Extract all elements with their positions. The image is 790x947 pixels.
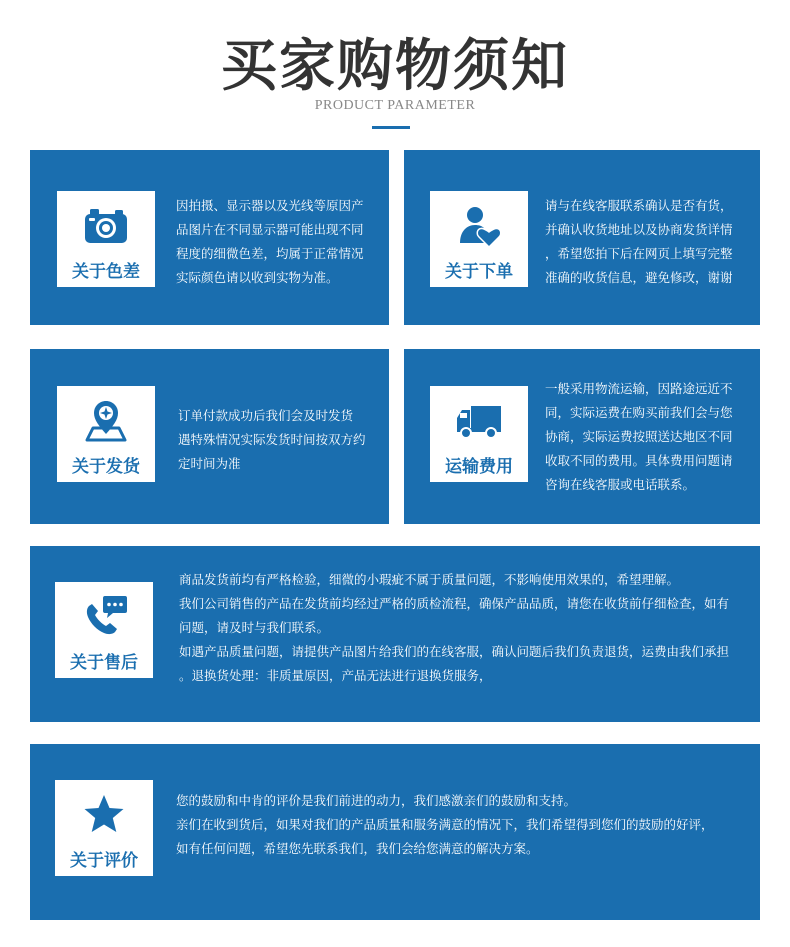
text-line: 遇特殊情况实际发货时间按双方约 — [178, 432, 366, 447]
text-line: 如有任何问题，希望您先联系我们，我们会给您满意的解决方案。 — [176, 841, 539, 856]
star-icon — [79, 790, 129, 840]
text-line: 订单付款成功后我们会及时发货 — [178, 408, 354, 423]
title-underline — [372, 126, 410, 129]
text-line: 并确认收货地址以及协商发货详情 — [545, 222, 733, 237]
ordering-card — [404, 150, 760, 325]
phone-chat-icon — [79, 592, 129, 642]
reviews-badge — [55, 780, 153, 876]
text-line: 协商，实际运费按照送达地区不同 — [545, 429, 733, 444]
text-line: ，希望您拍下后在网页上填写完整 — [545, 246, 733, 261]
text-line: 问题，请及时与我们联系。 — [179, 620, 330, 635]
text-line: 品图片在不同显示器可能出现不同 — [176, 222, 364, 237]
text-line: 我们公司销售的产品在发货前均经过严格的质检流程，确保产品品质，请您在收货前仔细检查，如有 — [179, 596, 730, 611]
shipping-badge — [57, 386, 155, 482]
text-line: 。退换货处理：非质量原因，产品无法进行退换货服务， — [179, 668, 492, 683]
text-line: 同，实际运费在购买前我们会与您 — [545, 405, 733, 420]
after-sales-badge — [55, 582, 153, 678]
page-title: 买家购物须知 — [221, 33, 569, 99]
text-line: 一般采用物流运输，因路途远近不 — [545, 381, 733, 396]
page-subtitle: PRODUCT PARAMETER — [314, 98, 476, 113]
reviews-label: 关于评价 — [70, 851, 138, 871]
shipping-text — [178, 404, 383, 476]
text-line: 收取不同的费用。具体费用问题请 — [545, 453, 733, 468]
shipping-fee-badge — [430, 386, 528, 482]
text-line: 实际颜色请以收到实物为准。 — [176, 270, 339, 285]
ordering-text — [545, 194, 755, 290]
text-line: 准确的收货信息，避免修改，谢谢 — [545, 270, 733, 285]
color-difference-badge — [57, 191, 155, 287]
color-difference-label: 关于色差 — [72, 262, 140, 282]
text-line: 您的鼓励和中肯的评价是我们前进的动力，我们感激亲们的鼓励和支持。 — [176, 793, 577, 808]
text-line: 定时间为准 — [178, 456, 241, 471]
text-line: 商品发货前均有严格检验，细微的小瑕疵不属于质量问题，不影响使用效果的，希望理解。 — [179, 572, 680, 587]
color-difference-card — [30, 150, 389, 325]
ordering-label: 关于下单 — [445, 262, 513, 282]
user-heart-icon — [454, 201, 504, 251]
camera-icon — [81, 201, 131, 251]
text-line: 因拍摄、显示器以及光线等原因产 — [176, 198, 364, 213]
shipping-fee-text — [545, 377, 755, 497]
shipping-card — [30, 349, 389, 524]
ordering-badge — [430, 191, 528, 287]
truck-icon — [454, 396, 504, 446]
shipping-fee-label: 运输费用 — [445, 457, 513, 477]
text-line: 咨询在线客服或电话联系。 — [545, 477, 696, 492]
text-line: 如遇产品质量问题，请提供产品图片给我们的在线客服，确认问题后我们负责退货，运费由我们承担 — [179, 644, 730, 659]
location-map-icon — [81, 396, 131, 446]
text-line: 程度的细微色差，均属于正常情况 — [176, 246, 364, 261]
after-sales-text — [179, 568, 754, 688]
shipping-fee-card — [404, 349, 760, 524]
color-difference-text — [176, 194, 381, 290]
reviews-card — [30, 744, 760, 920]
after-sales-card — [30, 546, 760, 722]
text-line: 亲们在收到货后，如果对我们的产品质量和服务满意的情况下，我们希望得到您们的鼓励的好评， — [176, 817, 714, 832]
reviews-text — [176, 789, 754, 861]
text-line: 请与在线客服联系确认是否有货， — [545, 198, 733, 213]
shipping-label: 关于发货 — [72, 457, 140, 477]
after-sales-label: 关于售后 — [70, 653, 138, 673]
